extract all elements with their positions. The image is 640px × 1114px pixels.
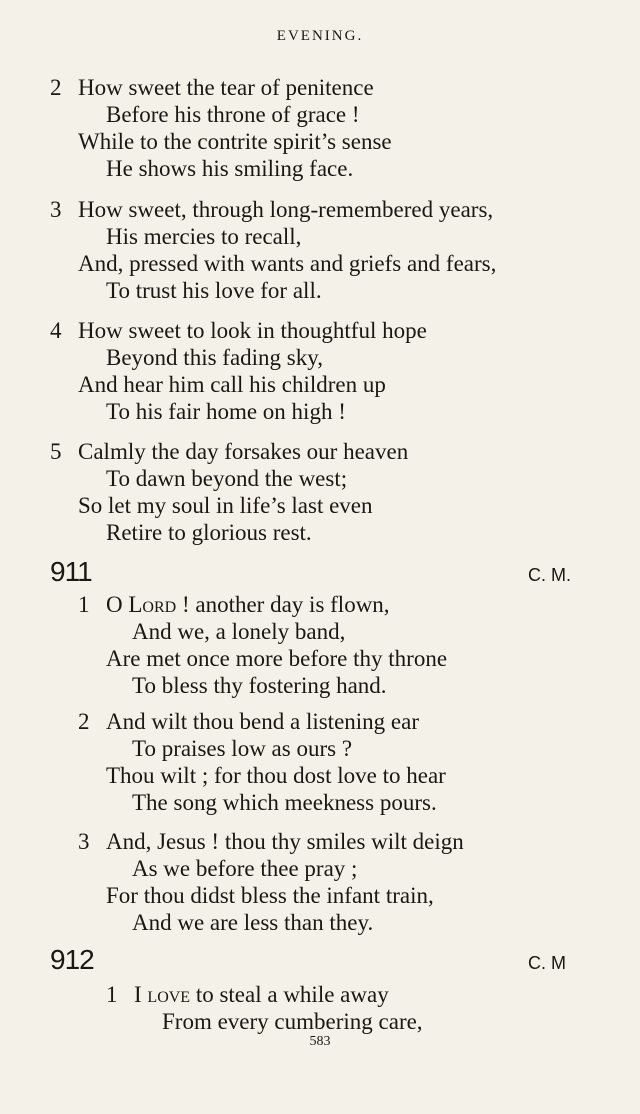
verse-2: [50, 74, 392, 182]
hymn-number: 912: [50, 944, 94, 975]
verse-text: How sweet to look in thoughtful hope: [78, 318, 427, 343]
hymn-911-verse-2: [78, 708, 446, 816]
verse-line: Retire to glorious rest.: [106, 520, 312, 545]
verse-line: Thou wilt ; for thou dost love to hear: [106, 763, 446, 788]
verse-line: And we, a lonely band,: [132, 619, 346, 644]
verse-text: O: [106, 592, 129, 617]
verse-line: [78, 828, 464, 855]
verse-line: As we before thee pray ;: [132, 856, 358, 881]
verse-number: 2: [50, 75, 62, 100]
verse-line: Beyond this fading sky,: [106, 345, 323, 370]
verse-text: And wilt thou bend a listening ear: [106, 709, 419, 734]
verse-3: [50, 196, 496, 304]
hymn-number: 911: [50, 556, 92, 587]
verse-text: ! another day is flown,: [176, 592, 390, 617]
verse-text: to steal a while away: [190, 982, 389, 1007]
verse-line: [50, 196, 496, 223]
verse-number: 1: [106, 982, 118, 1007]
page-number: 583: [309, 1034, 331, 1049]
verse-number: 2: [78, 709, 90, 734]
verse-line: And hear him call his children up: [78, 372, 386, 397]
verse-text: Calmly the day forsakes our heaven: [78, 439, 409, 464]
verse-text: How sweet the tear of penitence: [78, 75, 374, 100]
verse-4: [50, 317, 427, 425]
verse-line: [50, 317, 427, 344]
verse-line: So let my soul in life’s last even: [78, 493, 373, 518]
hymn-meter: C. M.: [528, 565, 571, 585]
emphasis-word: love: [147, 982, 191, 1007]
verse-line: His mercies to recall,: [106, 224, 302, 249]
verse-line: To his fair home on high !: [106, 399, 346, 424]
verse-line: And we are less than they.: [132, 910, 374, 935]
verse-line: [78, 708, 446, 735]
hymn-911-verse-3: [78, 828, 464, 936]
verse-line: Are met once more before thy throne: [106, 646, 448, 671]
verse-line: [50, 74, 392, 101]
running-header: EVENING.: [276, 28, 364, 44]
verse-line: He shows his smiling face.: [106, 156, 354, 181]
hymn-912-verse-1: [106, 981, 423, 1035]
verse-line: [78, 591, 447, 618]
verse-number: 1: [78, 592, 90, 617]
verse-line: To trust his love for all.: [106, 278, 322, 303]
verse-line: The song which meekness pours.: [132, 790, 437, 815]
verse-line: [50, 438, 408, 465]
divine-name: Lord: [128, 592, 177, 617]
verse-line: While to the contrite spirit’s sense: [78, 129, 392, 154]
verse-text: And, Jesus ! thou thy smiles wilt deign: [106, 829, 464, 854]
verse-line: Before his throne of grace !: [106, 102, 360, 127]
verse-line: For thou didst bless the infant train,: [106, 883, 434, 908]
verse-number: 5: [50, 439, 62, 464]
verse-number: 3: [50, 197, 62, 222]
verse-number: 4: [50, 318, 62, 343]
verse-line: From every cumbering care,: [162, 1009, 423, 1034]
verse-5: [50, 438, 408, 546]
hymn-meter: C. M: [528, 953, 566, 973]
verse-number: 3: [78, 829, 90, 854]
verse-line: [106, 981, 423, 1008]
verse-line: To bless thy fostering hand.: [132, 673, 387, 698]
verse-line: To praises low as ours ?: [132, 736, 353, 761]
verse-line: To dawn beyond the west;: [106, 466, 348, 491]
verse-text: How sweet, through long-remembered years,: [78, 197, 494, 222]
hymn-911-verse-1: [78, 591, 447, 699]
verse-line: And, pressed with wants and griefs and fears,: [78, 251, 497, 276]
verse-text: I: [134, 982, 148, 1007]
